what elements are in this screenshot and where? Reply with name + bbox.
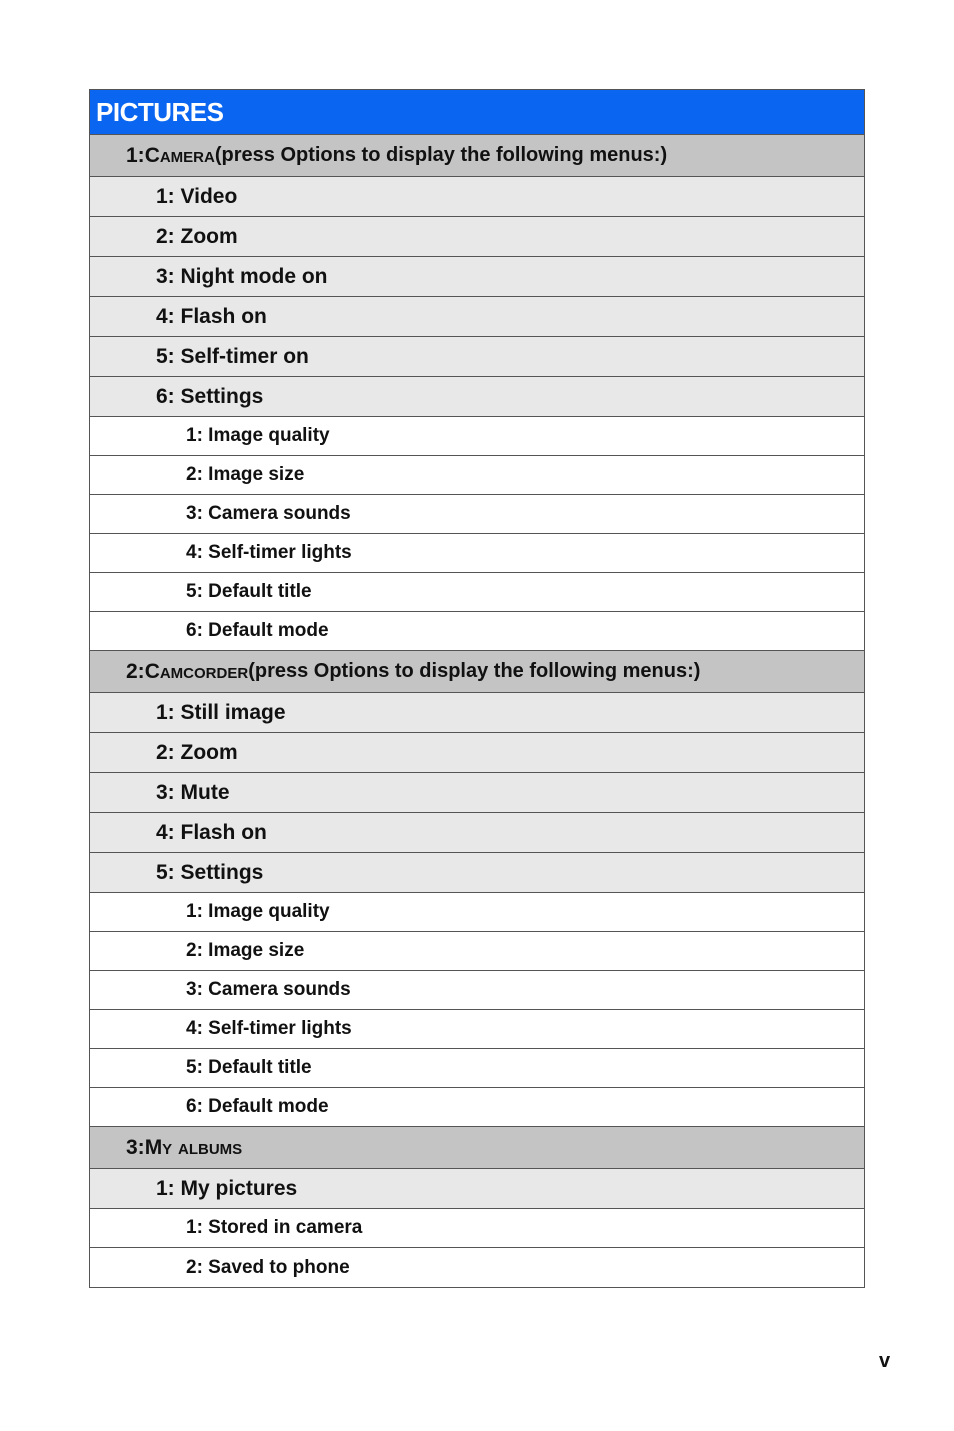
menu-item-name: My albums [144, 1135, 243, 1159]
submenu-item: 6: Settings [90, 377, 864, 417]
submenu-item: 4: Flash on [90, 297, 864, 337]
menu-item-camera [90, 135, 864, 177]
settings-item: 4: Self-timer lights [90, 1010, 864, 1049]
settings-item: 2: Image size [90, 456, 864, 495]
settings-item: 6: Default mode [90, 612, 864, 651]
settings-item: 3: Camera sounds [90, 495, 864, 534]
menu-item-note: (press Options to display the following menus:) [214, 144, 668, 166]
menu-item-number: 2: [126, 659, 145, 683]
settings-item: 3: Camera sounds [90, 971, 864, 1010]
settings-item: 4: Self-timer lights [90, 534, 864, 573]
submenu-item: 1: Video [90, 177, 864, 217]
menu-item-note: (press Options to display the following menus:) [248, 660, 701, 682]
section-title: PICTURES [96, 96, 224, 127]
settings-item: 1: Image quality [90, 893, 864, 932]
settings-item: 5: Default title [90, 573, 864, 612]
menu-item-my-albums [90, 1127, 864, 1169]
submenu-item: 4: Flash on [90, 813, 864, 853]
settings-item: 5: Default title [90, 1049, 864, 1088]
settings-item: 2: Image size [90, 932, 864, 971]
submenu-item: 1: Still image [90, 693, 864, 733]
submenu-item: 1: My pictures [90, 1169, 864, 1209]
menu-item-number: 3: [126, 1135, 145, 1159]
submenu-item: 5: Self-timer on [90, 337, 864, 377]
section-header [90, 90, 864, 135]
pictures-item: 1: Stored in camera [90, 1209, 864, 1248]
submenu-item: 3: Night mode on [90, 257, 864, 297]
menu-item-number: 1: [126, 143, 145, 167]
menu-table [89, 89, 865, 1288]
submenu-item: 2: Zoom [90, 733, 864, 773]
menu-item-camcorder [90, 651, 864, 693]
submenu-item: 2: Zoom [90, 217, 864, 257]
page-number: v [879, 1350, 891, 1372]
submenu-item: 5: Settings [90, 853, 864, 893]
submenu-item: 3: Mute [90, 773, 864, 813]
pictures-item: 2: Saved to phone [90, 1248, 864, 1287]
menu-item-name: Camera [144, 143, 215, 167]
settings-item: 6: Default mode [90, 1088, 864, 1127]
menu-item-name: Camcorder [144, 659, 249, 683]
settings-item: 1: Image quality [90, 417, 864, 456]
